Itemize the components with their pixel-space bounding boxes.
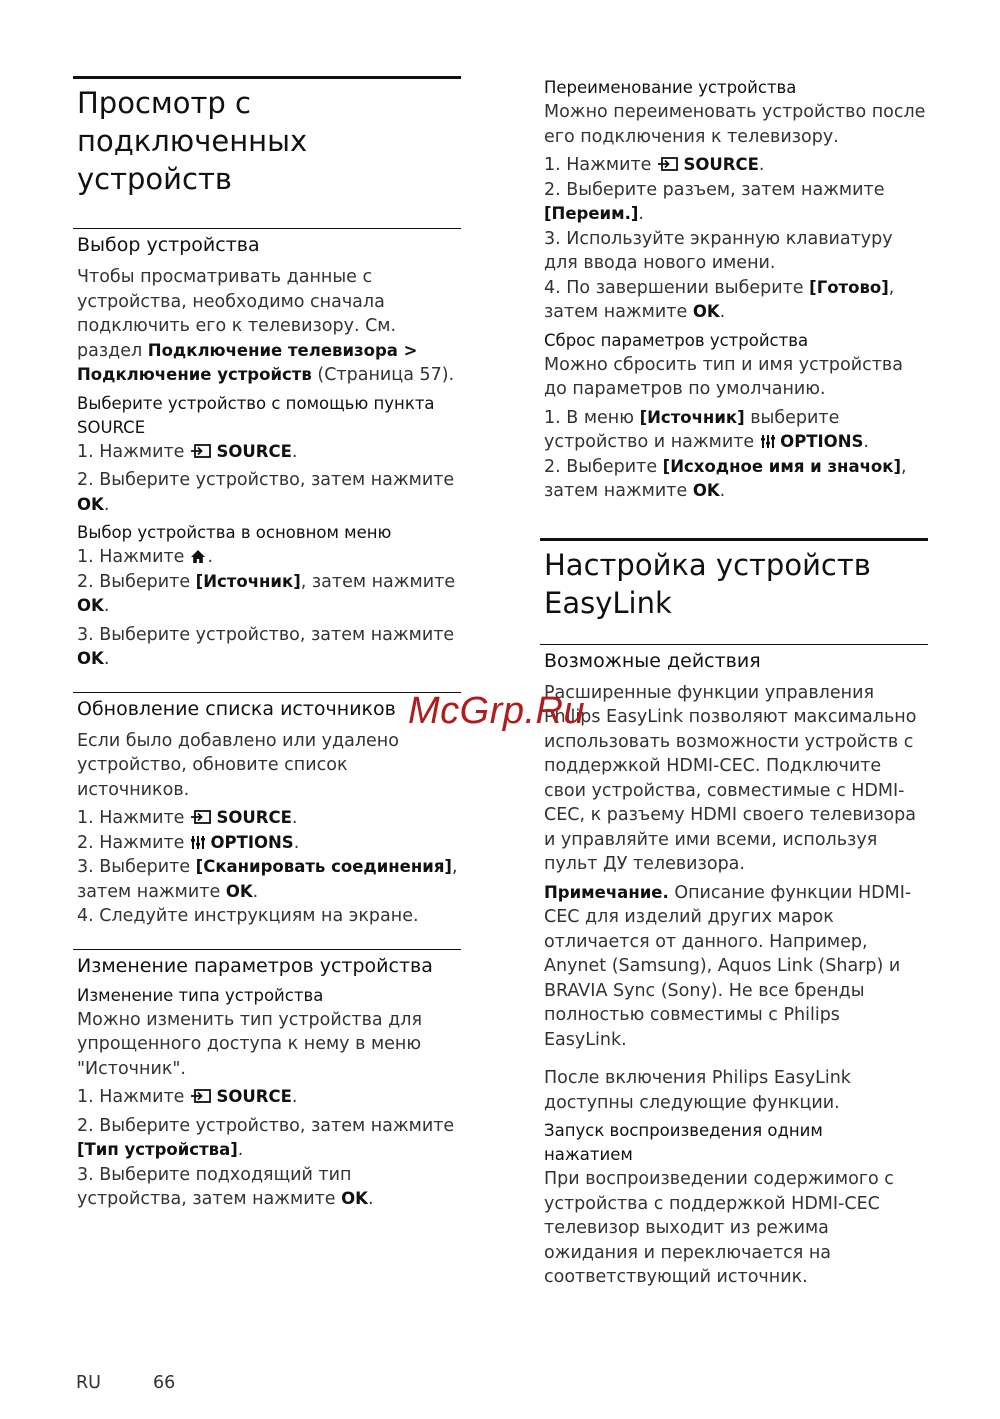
options-icon: [760, 434, 776, 449]
source-icon: [190, 809, 212, 825]
subheading: Выбор устройства в основном меню: [77, 523, 392, 542]
section-title-change-settings: Изменение параметров устройства: [77, 954, 433, 977]
subheading: Выберите устройство с помощью пункта SOURCE: [77, 393, 435, 437]
source-icon: [190, 1088, 212, 1104]
source-icon: [190, 443, 212, 459]
section-title-select-device: Выбор устройства: [77, 234, 260, 256]
page-title: Просмотр с подключенных устройств: [77, 86, 308, 196]
right-column: [540, 0, 928, 1290]
paragraph: При воспроизведении содержимого с устройства с поддержкой HDMI-CEC телевизор выходит из режима ожидания и переключается на соответствующий источник.: [544, 1169, 894, 1287]
page-title-easylink: Настройка устройств EasyLink: [544, 547, 871, 620]
paragraph: Можно переименовать устройство после его подключения к телевизору.: [544, 102, 926, 147]
step: 1. Нажмите SOURCE.: [77, 1087, 298, 1107]
paragraph: Можно изменить тип устройства для упрощенного доступа к нему в меню "Источник".: [77, 1009, 422, 1079]
subheading: Переименование устройства: [544, 78, 797, 97]
note: Примечание. Описание функции HDMI-CEC для изделий других марок отличается от данного. Например, Anynet (Samsung), Aquos Link (Sharp) и BRAVIA Sync (Sony). Не все бренды полностью совместимы с Philips EasyLink.: [544, 882, 912, 1050]
watermark: McGrp.Ru: [408, 690, 586, 732]
step: 2. Выберите устройство, затем нажмите OK.: [77, 470, 455, 515]
paragraph: Если было добавлено или удалено устройство, обновите список источников.: [77, 730, 399, 800]
language-code: RU: [76, 1373, 101, 1393]
subheading: Запуск воспроизведения одним нажатием: [544, 1121, 823, 1164]
paragraph: Расширенные функции управления Philips EasyLink позволяют максимально использовать возможности устройств с поддержкой HDMI-CEC. Подключите свои устройства, совместимые с HDMI-CEC, к разъему HDMI своего телевизора и управляйте ими всеми, используя пульт ДУ телевизора.: [544, 682, 917, 874]
subheading: Сброс параметров устройства: [544, 330, 809, 350]
paragraph: Чтобы просматривать данные с устройства, необходимо сначала подключить его к телевизору. См. раздел Подключение телевизора > Подключение устройств (Страница 57).: [77, 267, 455, 385]
step: 1. Нажмите SOURCE. 2. Выберите разъем, затем нажмите [Переим.]. 3. Используйте экранную клавиатуру для ввода нового имени. 4. По завершении выберите [Готово], затем нажмите OK.: [544, 155, 895, 322]
home-icon: [190, 549, 206, 564]
source-icon: [657, 156, 679, 172]
step: 1. В меню [Источник] выберите устройство и нажмите OPTIONS. 2. Выберите [Исходное имя и значок], затем нажмите OK.: [544, 407, 907, 501]
section-title-update-sources: Обновление списка источников: [77, 697, 396, 720]
page-footer: [76, 1373, 175, 1393]
step: 1. Нажмите SOURCE.: [77, 441, 298, 462]
subheading: Изменение типа устройства: [77, 985, 324, 1005]
step: 1. Нажмите . 2. Выберите [Источник], затем нажмите OK.: [77, 547, 456, 616]
left-column: [73, 0, 461, 1212]
step: 3. Выберите устройство, затем нажмите OK.: [77, 624, 455, 669]
step: 1. Нажмите SOURCE. 2. Нажмите OPTIONS. 3. Выберите [Сканировать соединения], затем нажмите OK. 4. Следуйте инструкциям на экране.: [77, 808, 458, 926]
section-title-possible-actions: Возможные действия: [544, 649, 761, 672]
paragraph: Можно сбросить тип и имя устройства до параметров по умолчанию.: [544, 354, 903, 399]
step: 2. Выберите устройство, затем нажмите [Тип устройства]. 3. Выберите подходящий тип устройства, затем нажмите OK.: [77, 1115, 455, 1209]
paragraph: После включения Philips EasyLink доступны следующие функции.: [544, 1068, 851, 1113]
page-number: 66: [152, 1373, 176, 1393]
cross-reference: Подключение телевизора > Подключение устройств: [77, 340, 418, 384]
options-icon: [190, 835, 206, 850]
